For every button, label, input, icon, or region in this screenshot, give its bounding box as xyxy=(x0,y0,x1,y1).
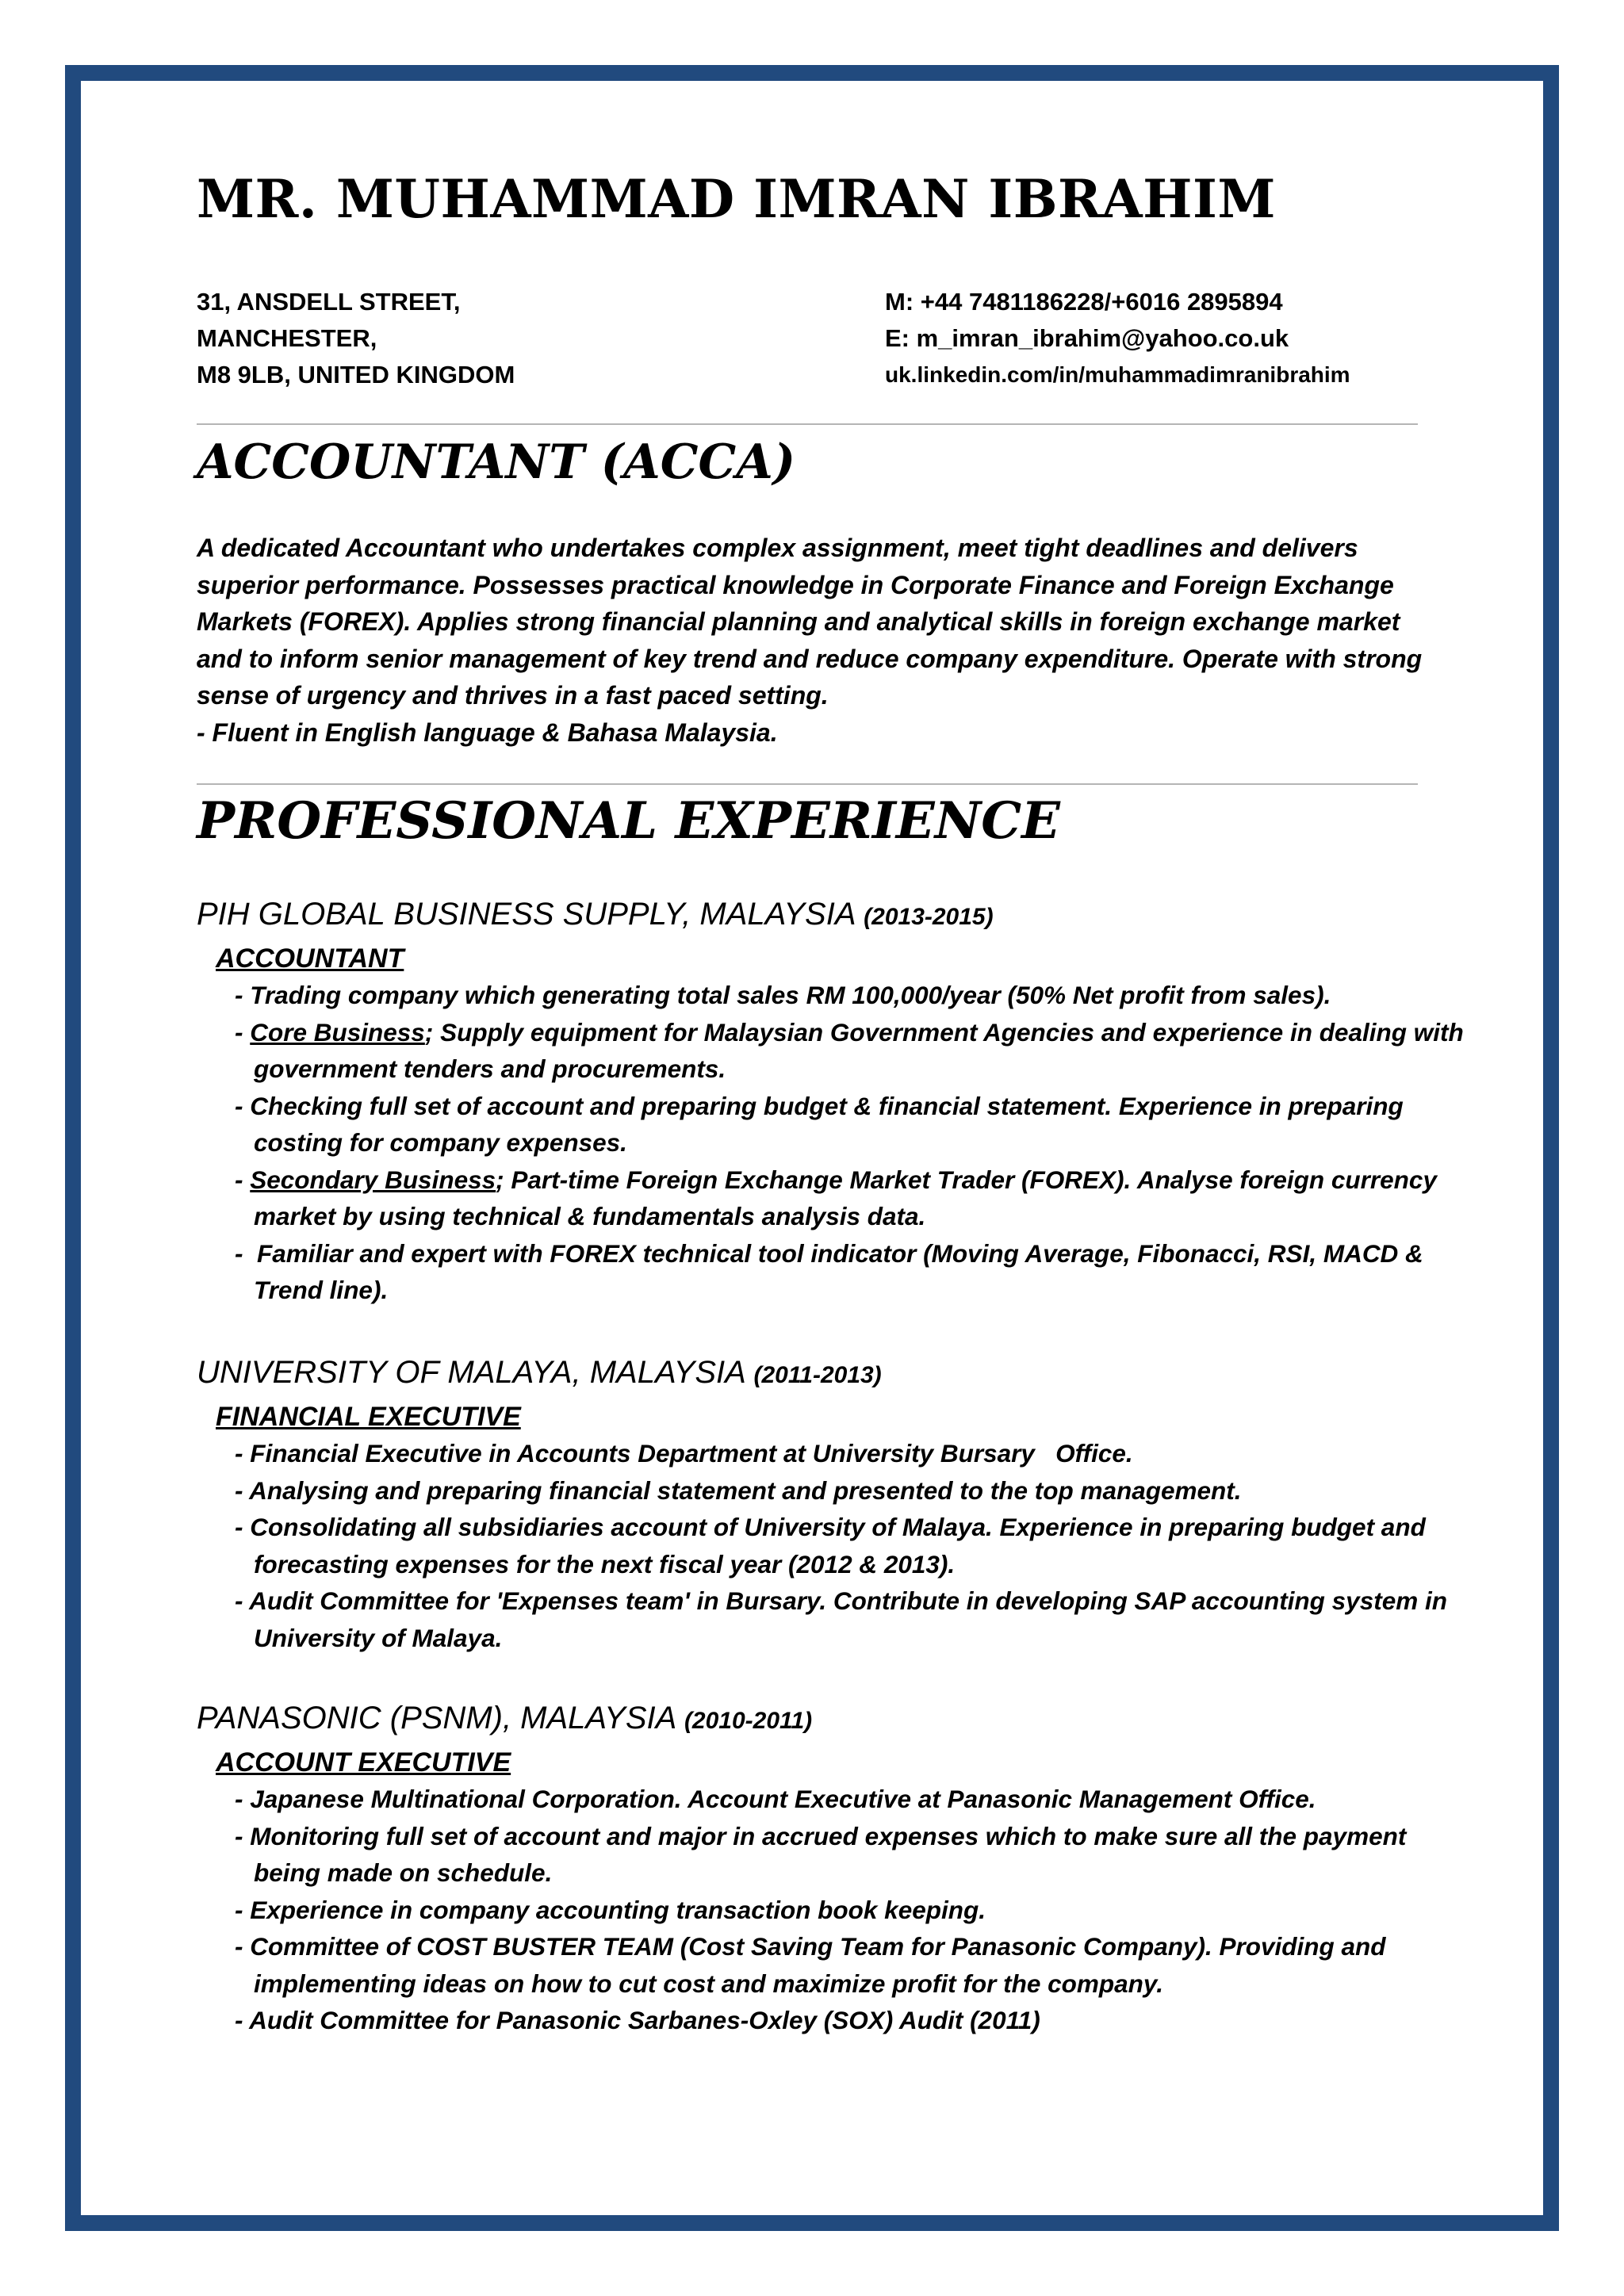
address-line: M8 9LB, UNITED KINGDOM xyxy=(197,361,515,388)
employment-years: (2013-2015) xyxy=(864,904,994,930)
duty-list xyxy=(197,1781,1465,2039)
duty-item: - Familiar and expert with FOREX technical tool indicator (Moving Average, Fibonacci, RSI, MACD & Trend line). xyxy=(235,1238,1431,1304)
candidate-name: MR. MUHAMMAD IMRAN IBRAHIM xyxy=(197,168,1276,230)
profile-summary xyxy=(197,530,1434,751)
job-role: FINANCIAL EXECUTIVE xyxy=(216,1402,521,1432)
job-role: ACCOUNTANT xyxy=(216,943,404,974)
duty-item: - Monitoring full set of account and major in accrued expenses which to make sure all the payment being made on schedule. xyxy=(235,1821,1414,1887)
languages-line: - Fluent in English language & Bahasa Malaysia. xyxy=(197,718,778,747)
experience-heading: PROFESSIONAL EXPERIENCE xyxy=(197,791,1060,851)
duty-item: - Consolidating all subsidiaries account of University of Malaya. Experience in preparing budget and forecasting expenses for the next fiscal year (2012 & 2013). xyxy=(235,1513,1433,1578)
company-name: PANASONIC (PSNM), MALAYSIA xyxy=(197,1701,676,1735)
duty-item: - Committee of COST BUSTER TEAM (Cost Saving Team for Panasonic Company). Providing and implementing ideas on how to cut cost and maximize profit for the company. xyxy=(235,1932,1393,1998)
duty-item: - Core Business; Supply equipment for Malaysian Government Agencies and experience in dealing with government tenders and procurements. xyxy=(235,1017,1471,1083)
company-line xyxy=(197,1695,1465,1744)
duty-item: - Audit Committee for Panasonic Sarbanes-Oxley (SOX) Audit (2011) xyxy=(235,2006,1040,2034)
duty-item: - Trading company which generating total sales RM 100,000/year (50% Net profit from sales). xyxy=(235,981,1331,1009)
employment-years: (2011-2013) xyxy=(753,1362,882,1388)
duty-item: - Checking full set of account and preparing budget & financial statement. Experience in preparing costing for company expenses. xyxy=(235,1091,1411,1157)
profile-title: ACCOUNTANT (ACCA) xyxy=(197,434,796,490)
job-entry xyxy=(197,1349,1465,1656)
linkedin-url[interactable]: uk.linkedin.com/in/muhammadimranibrahim xyxy=(885,362,1350,387)
company-line xyxy=(197,1349,1465,1399)
duty-item: - Audit Committee for 'Expenses team' in Bursary. Contribute in developing SAP accounting system in University of Malaya. xyxy=(235,1586,1454,1652)
summary-paragraph: A dedicated Accountant who undertakes complex assignment, meet tight deadlines and delivers superior performance. Possesses practical knowledge in Corporate Finance and Foreign Exchange Markets (FOREX). Applies strong financial planning and analytical skills in foreign exchange market and to inform senior management of key trend and reduce company expenditure. Operate with strong sense of urgency and thrives in a fast paced setting. xyxy=(197,534,1423,710)
divider xyxy=(197,783,1418,785)
address-line: 31, ANSDELL STREET, xyxy=(197,288,461,316)
duty-item: - Japanese Multinational Corporation. Account Executive at Panasonic Management Office. xyxy=(235,1785,1316,1813)
email-address[interactable]: E: m_imran_ibrahim@yahoo.co.uk xyxy=(885,324,1289,352)
job-role: ACCOUNT EXECUTIVE xyxy=(216,1747,511,1777)
divider xyxy=(197,423,1418,425)
company-name: UNIVERSITY OF MALAYA, MALAYSIA xyxy=(197,1355,745,1390)
address-line: MANCHESTER, xyxy=(197,324,377,352)
contact-details xyxy=(885,284,1440,393)
job-entry xyxy=(197,891,1471,1309)
company-line xyxy=(197,891,1465,940)
duty-item: - Analysing and preparing financial statement and presented to the top management. xyxy=(235,1475,1242,1505)
job-entry xyxy=(197,1695,1465,2039)
phone-numbers: M: +44 7481186228/+6016 2895894 xyxy=(885,288,1283,316)
duty-item: - Secondary Business; Part-time Foreign Exchange Market Trader (FOREX). Analyse foreign currency market by using technical & fundamentals analysis data. xyxy=(235,1165,1444,1230)
postal-address xyxy=(197,284,831,393)
duty-item: - Financial Executive in Accounts Department at University Bursary Office. xyxy=(235,1439,1133,1468)
employment-years: (2010-2011) xyxy=(684,1708,813,1734)
duty-item: - Experience in company accounting transaction book keeping. xyxy=(235,1895,986,1924)
duty-list xyxy=(197,1435,1465,1656)
duty-list xyxy=(197,977,1471,1309)
company-name: PIH GLOBAL BUSINESS SUPPLY, MALAYSIA xyxy=(197,897,856,932)
